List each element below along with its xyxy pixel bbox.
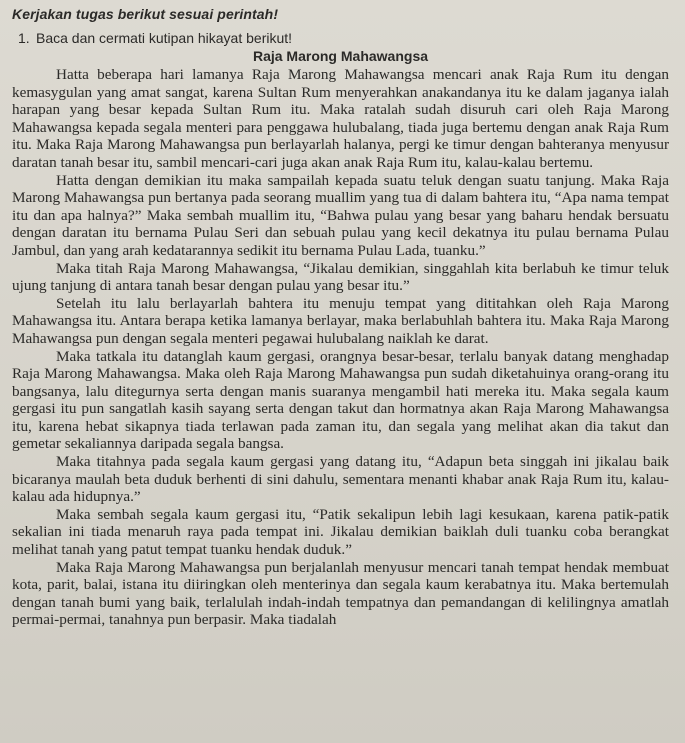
story-title: Raja Marong Mahawangsa [252,48,429,64]
task-item [12,30,669,46]
story-paragraph: Maka titahnya pada segala kaum gergasi yang datang itu, “Adapun beta singgah ini jikalau baik bicaranya maulah beta duduk berhenti di sini dahulu, sementara menanti khabar anak Raja Rum itu, kalau-kalau ada hidupnya.” [12,453,669,506]
story-paragraph: Hatta beberapa hari lamanya Raja Marong Mahawangsa mencari anak Raja Rum itu dengan kemasygulan yang amat sangat, karena Sultan Rum menyerahkan anakandanya itu ke dalam jaganya ialah harapan yang besar kepada Sultan Rum itu. Maka ratalah sudah disuruh cari oleh Raja Marong Mahawangsa kepada segala menteri para penggawa hulubalang, tiada juga bertemu dengan anak Raja Rum itu. Maka Raja Marong Mahawangsa pun berlayarlah halanya, pergi ke timur dengan bahteranya menyusur daratan tanah besar itu, sambil mencari-cari juga akan anak Raja Rum itu, kalau-kalau bertemu. [12,66,669,171]
story-paragraph: Maka titah Raja Marong Mahawangsa, “Jikalau demikian, singgahlah kita berlabuh ke timur teluk ujung tanjung di antara tanah besar dengan pulau yang besar itu.” [12,259,669,295]
story-body [12,66,669,629]
story-paragraph: Hatta dengan demikian itu maka sampailah kepada suatu teluk dengan suatu tanjung. Maka Raja Marong Mahawangsa pun bertanya pada seorang muallim yang tua di dalam bahtera itu, “Apa nama tempat itu dan apa halnya?” Maka sembah muallim itu, “Bahwa pulau yang besar yang baharu hendak bersuatu dengan daratan itu bernama Pulau Seri dan sebuah pulau yang kecil dekatnya itu pulau bernama Pulau Jambul, dan yang arah kedatarannya sedikit itu bernama Pulau Lada, tuanku.” [12,171,669,259]
task-text: Baca dan cermati kutipan hikayat berikut! [36,30,293,46]
story-paragraph: Maka tatkala itu datanglah kaum gergasi, orangnya besar-besar, terlalu banyak datang menghadap Raja Marong Mahawangsa. Maka oleh Raja Marong Mahawangsa pun sudah diketahuinya orang-orang itu bangsanya, lalu ditegurnya serta dengan manis suaranya mengambil hati mereka itu. Maka segala kaum gergasi itu pun sangatlah kasih sayang serta dengan takut dan hormatnya akan Raja Marong Mahawangsa itu, karena hebat sikapnya tiada terlawan pada zaman itu, dan segala yang melihat akan dia takut dan gemetar sekaliannya daripada segala bangsa. [12,347,669,453]
task-number: 1. [18,30,30,46]
story-paragraph: Setelah itu lalu berlayarlah bahtera itu menuju tempat yang dititahkan oleh Raja Marong Mahawangsa itu. Antara berapa ketika lamanya berlayar, maka berlabuhlah bahtera itu. Maka Raja Marong Mahawangsa pun dengan segala menteri pegawai hulubalang naiklah ke darat. [12,294,669,347]
instruction-heading: Kerjakan tugas berikut sesuai perintah! [12,6,279,22]
story-paragraph: Maka sembah segala kaum gergasi itu, “Patik sekalipun lebih lagi kesukaan, karena patik-patik sekalian ini tiada menaruh raya pada tempat ini. Jikalau demikian baiklah duli tuanku coba berangkat melihat tanah yang patut tempat tuanku hendak duduk.” [12,505,669,559]
story-paragraph: Maka Raja Marong Mahawangsa pun berjalanlah menyusur mencari tanah tempat hendak membuat kota, parit, balai, istana itu diiringkan oleh menterinya dan segala kaum kerabatnya itu. Maka bertemulah dengan tanah bumi yang baik, terlalulah indah-indah tempatnya dan pemandangan di kelilingnya amatlah permai-permai, tanahnya pun berpasir. Maka tiadalah [12,558,669,629]
